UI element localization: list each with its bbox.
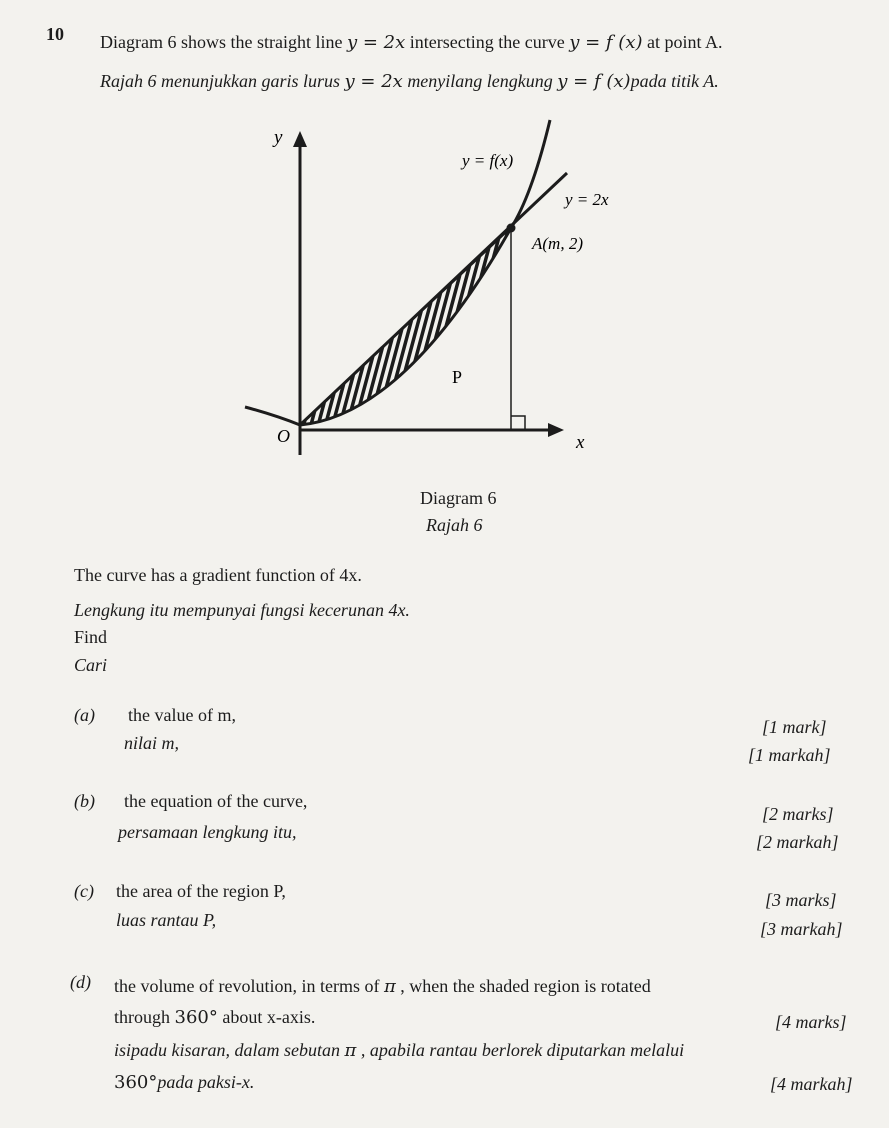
diagram-caption-en: Diagram 6 <box>420 488 497 508</box>
find-ms: Cari <box>74 655 108 675</box>
y-axis-label: y <box>274 127 283 148</box>
region-p-label: P <box>452 367 463 387</box>
point-a <box>507 224 516 233</box>
origin-label: O <box>277 426 290 446</box>
line-y-2x <box>300 173 567 425</box>
curve-label: y = f(x) <box>462 151 514 170</box>
part-b-marks-en: [2 marks] <box>762 804 834 824</box>
part-d-marks-ms: [4 markah] <box>770 1074 853 1094</box>
intro-malay: Rajah 6 menunjukkan garis lurus y = 2x menyilang lengkung y = f (x)pada titik A. <box>100 71 719 92</box>
y-axis-arrow <box>293 131 307 147</box>
gradient-statement-ms: Lengkung itu mempunyai fungsi kecerunan 4x. <box>74 600 410 620</box>
part-d-marks-en: [4 marks] <box>775 1012 847 1032</box>
part-d-en-line2: through 360° about x-axis. <box>114 1007 316 1028</box>
part-a-label: (a) <box>74 705 95 725</box>
part-a-marks-ms: [1 markah] <box>748 745 831 765</box>
line-label: y = 2x <box>565 190 609 209</box>
find-en: Find <box>74 627 108 647</box>
diagram-6 <box>240 115 640 465</box>
diagram-caption-ms: Rajah 6 <box>426 515 483 535</box>
part-c-marks-en: [3 marks] <box>765 890 837 910</box>
right-angle-marker <box>511 416 525 430</box>
intro-english: Diagram 6 shows the straight line y = 2x intersecting the curve y = f (x) at point A. <box>100 32 723 53</box>
gradient-statement-en: The curve has a gradient function of 4x. <box>74 565 362 585</box>
part-a-en: the value of m, <box>128 705 236 725</box>
point-a-label: A(m, 2) <box>532 234 583 253</box>
part-c-en: the area of the region P, <box>116 881 286 901</box>
part-b-en: the equation of the curve, <box>124 791 308 811</box>
part-d-ms-line2: 360°pada paksi-x. <box>114 1072 255 1093</box>
part-d-label: (d) <box>70 972 91 992</box>
part-d-en-line1: the volume of revolution, in terms of π , when the shaded region is rotated <box>114 976 651 997</box>
part-b-marks-ms: [2 markah] <box>756 832 839 852</box>
part-a-marks-en: [1 mark] <box>762 717 827 737</box>
part-c-ms: luas rantau P, <box>116 910 217 930</box>
part-d-ms-line1: isipadu kisaran, dalam sebutan π , apabila rantau berlorek diputarkan melalui <box>114 1040 685 1061</box>
part-a-ms: nilai m, <box>124 733 180 753</box>
question-number: 10 <box>46 24 64 44</box>
part-b-ms: persamaan lengkung itu, <box>118 822 297 842</box>
x-axis-arrow <box>548 423 564 437</box>
part-c-marks-ms: [3 markah] <box>760 919 843 939</box>
part-c-label: (c) <box>74 881 94 901</box>
part-b-label: (b) <box>74 791 95 811</box>
x-axis-label: x <box>576 432 585 453</box>
